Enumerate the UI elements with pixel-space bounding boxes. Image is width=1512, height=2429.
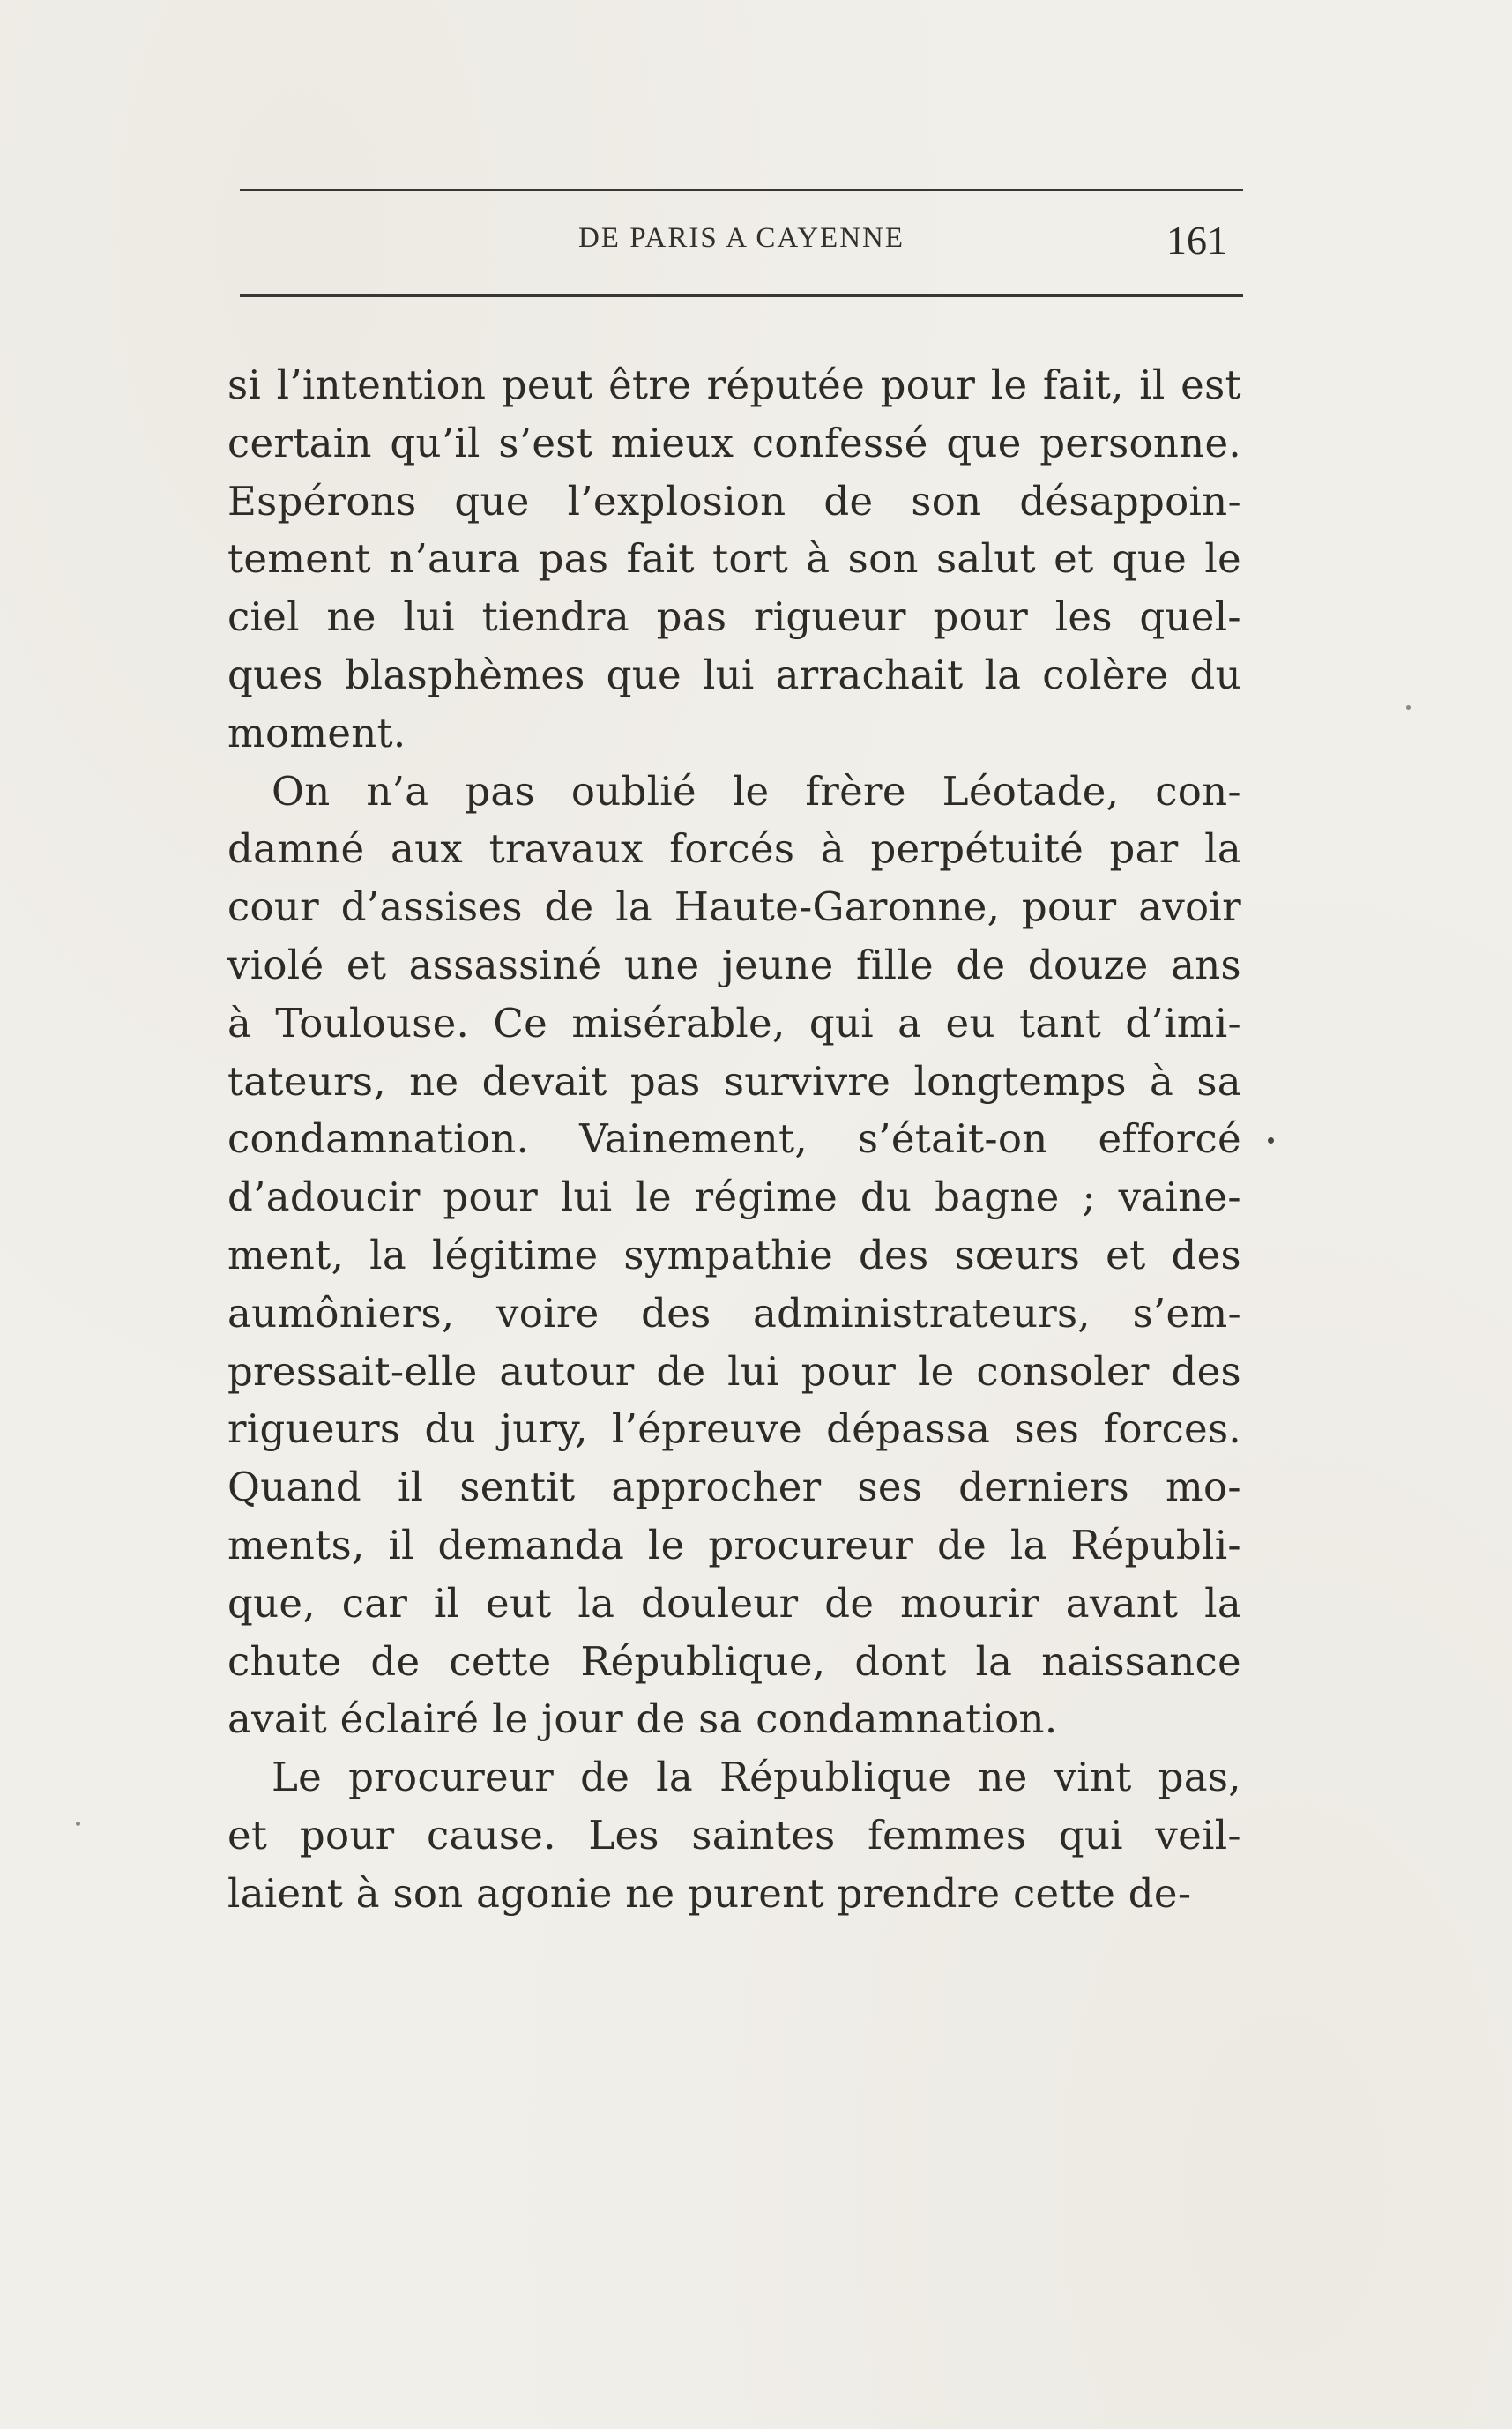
word: quel- — [1139, 593, 1241, 641]
word: des — [641, 1289, 711, 1337]
word: le — [1204, 535, 1241, 583]
word: à — [806, 535, 830, 583]
text-line — [227, 588, 1241, 646]
word: n’aura — [389, 535, 521, 583]
word: que — [454, 477, 530, 525]
word: personne. — [1039, 419, 1241, 466]
word: jury, — [500, 1405, 588, 1453]
running-title: DE PARIS A CAYENNE — [577, 222, 905, 254]
word: légitime — [432, 1231, 599, 1278]
word: saintes — [691, 1811, 836, 1859]
paragraph — [227, 356, 1241, 763]
text-line — [227, 820, 1241, 878]
word: que, — [227, 1579, 316, 1627]
word: et — [227, 1811, 268, 1859]
word: ment, — [227, 1231, 345, 1278]
word: qui — [1058, 1811, 1123, 1859]
text-line — [227, 1053, 1241, 1111]
word: lui — [702, 651, 755, 698]
text-line — [227, 1343, 1241, 1401]
word: Espérons — [227, 477, 417, 525]
word: derniers — [958, 1464, 1130, 1511]
word: l’explosion — [567, 477, 786, 525]
word: pas, — [1158, 1754, 1241, 1801]
word: perpétuité — [870, 825, 1084, 873]
word: consoler — [976, 1347, 1150, 1395]
word: sentit — [459, 1464, 576, 1511]
word: la — [656, 1754, 693, 1801]
word: demanda — [437, 1521, 625, 1568]
word: s’était-on — [857, 1115, 1048, 1163]
word: blasphèmes — [344, 651, 585, 698]
word: de — [824, 1579, 875, 1627]
word: dont — [854, 1637, 947, 1685]
word: d’assises — [340, 883, 523, 931]
word: pressait-elle — [227, 1347, 478, 1395]
word: dépassa — [826, 1405, 991, 1453]
word: autour — [499, 1347, 635, 1395]
word: à — [227, 999, 252, 1047]
word: chute — [227, 1637, 342, 1685]
word: son — [847, 535, 919, 583]
word: longtemps — [913, 1057, 1127, 1105]
word: ques — [227, 651, 324, 698]
word: mourir — [900, 1579, 1039, 1627]
word: la — [984, 651, 1022, 698]
word: réputée — [706, 361, 866, 408]
word: cause. — [426, 1811, 556, 1859]
paper-speck — [76, 1822, 80, 1826]
word: survivre — [723, 1057, 891, 1105]
word: aux — [390, 825, 464, 873]
word: a — [898, 999, 922, 1047]
word: mieux — [610, 419, 734, 466]
word: qui — [808, 999, 874, 1047]
text-line — [227, 1168, 1241, 1226]
word: ans — [1171, 941, 1241, 988]
word: Toulouse. — [275, 999, 470, 1047]
word: de — [544, 883, 594, 931]
text-line — [227, 878, 1241, 936]
word: des — [1171, 1231, 1241, 1278]
word: la — [975, 1637, 1013, 1685]
word: salut — [936, 535, 1036, 583]
word: Ce — [493, 999, 548, 1047]
word: si — [227, 361, 262, 408]
word: de — [937, 1521, 987, 1568]
word: lui — [560, 1174, 613, 1221]
word: pour — [299, 1811, 395, 1859]
word: à — [820, 825, 845, 873]
word: forcés — [669, 825, 795, 873]
word: cette — [449, 1637, 552, 1685]
text-line — [227, 763, 1241, 821]
word: du — [1189, 651, 1241, 698]
word: approcher — [611, 1464, 822, 1511]
text-line — [227, 1226, 1241, 1285]
word: ses — [1014, 1405, 1080, 1453]
text-line — [227, 1575, 1241, 1633]
word: procureur — [708, 1521, 914, 1568]
word: naissance — [1041, 1637, 1241, 1685]
word: d’adoucir — [227, 1174, 421, 1221]
word: ; — [1082, 1174, 1096, 1221]
word: et — [1106, 1231, 1146, 1278]
word: douleur — [640, 1579, 799, 1627]
word: tant — [1018, 999, 1102, 1047]
word: le — [647, 1521, 685, 1568]
word: voire — [496, 1289, 600, 1337]
word: régime — [694, 1174, 838, 1221]
word: pour — [801, 1347, 897, 1395]
word: République, — [580, 1637, 826, 1685]
word: la — [1009, 1521, 1047, 1568]
word: de — [370, 1637, 421, 1685]
word: sympathie — [623, 1231, 834, 1278]
word: Républi- — [1070, 1521, 1241, 1568]
word: la — [1204, 825, 1241, 873]
text-line: laient à son agonie ne purent prendre cette de- — [227, 1869, 1192, 1917]
text-line — [227, 936, 1241, 995]
word: de — [580, 1754, 630, 1801]
word: forces. — [1103, 1405, 1241, 1453]
word: la — [369, 1231, 406, 1278]
word: ses — [857, 1464, 923, 1511]
word: rigueurs — [227, 1405, 401, 1453]
word: pour — [880, 361, 976, 408]
word: pour — [1021, 883, 1117, 931]
word: cour — [227, 883, 319, 931]
word: par — [1109, 825, 1179, 873]
word: frère — [805, 767, 906, 815]
word: rigueur — [753, 593, 906, 641]
word: ciel — [227, 593, 300, 641]
word: s’est — [498, 419, 593, 466]
word: qu’il — [390, 419, 480, 466]
word: travaux — [488, 825, 644, 873]
word: le — [917, 1347, 955, 1395]
text-line — [227, 1807, 1241, 1865]
word: pas — [465, 767, 535, 815]
word: ne — [409, 1057, 459, 1105]
word: oublié — [570, 767, 696, 815]
text-line — [227, 530, 1241, 588]
text-line — [227, 646, 1241, 704]
text-line — [227, 1516, 1241, 1575]
word: la — [577, 1579, 615, 1627]
word: le — [732, 767, 770, 815]
word: jeune — [721, 941, 834, 988]
word: de — [656, 1347, 706, 1395]
word: pas — [656, 593, 727, 641]
word: damné — [227, 825, 365, 873]
word: car — [341, 1579, 408, 1627]
word: il — [388, 1521, 414, 1568]
word: fille — [855, 941, 934, 988]
word: de — [823, 477, 874, 525]
word: tateurs, — [227, 1057, 386, 1105]
word: l’intention — [276, 361, 487, 408]
word: devait — [481, 1057, 607, 1105]
word: assassiné — [408, 941, 602, 988]
word: de — [956, 941, 1006, 988]
running-head — [240, 218, 1243, 275]
paper-speck — [1406, 705, 1411, 710]
paragraph — [227, 1748, 1241, 1922]
page-number: 161 — [1166, 218, 1227, 263]
word: est — [1181, 361, 1241, 408]
word: Les — [588, 1811, 659, 1859]
word: administrateurs, — [753, 1289, 1091, 1337]
word: et — [346, 941, 387, 988]
word: pour — [443, 1174, 539, 1221]
word: le — [635, 1174, 672, 1221]
word: être — [608, 361, 692, 408]
word: efforcé — [1098, 1115, 1241, 1163]
text-line — [227, 1110, 1241, 1168]
word: ne — [978, 1754, 1028, 1801]
word: la — [615, 883, 653, 931]
word: l’épreuve — [611, 1405, 802, 1453]
body-text — [227, 356, 1241, 1923]
word: mo- — [1166, 1464, 1241, 1511]
word: des — [859, 1231, 929, 1278]
paper-speck — [1268, 1137, 1274, 1144]
text-line: moment. — [227, 709, 406, 756]
word: sœurs — [954, 1231, 1081, 1278]
word: On — [272, 767, 331, 815]
word: le — [990, 361, 1028, 408]
word: ne — [326, 593, 376, 641]
word: tiendra — [481, 593, 629, 641]
word: violé — [227, 941, 324, 988]
text-line — [227, 1633, 1241, 1691]
word: d’imi- — [1125, 999, 1241, 1047]
word: douze — [1027, 941, 1149, 988]
text-line — [227, 1748, 1241, 1807]
word: eu — [945, 999, 995, 1047]
word: confessé — [751, 419, 928, 466]
word: tement — [227, 535, 371, 583]
text-line — [227, 995, 1241, 1053]
word: femmes — [868, 1811, 1027, 1859]
text-line — [227, 473, 1241, 531]
word: avant — [1065, 1579, 1179, 1627]
word: République — [719, 1754, 952, 1801]
word: désappoin- — [1019, 477, 1241, 525]
word: colère — [1042, 651, 1169, 698]
word: ments, — [227, 1521, 365, 1568]
text-line — [227, 356, 1241, 414]
word: n’a — [366, 767, 429, 815]
word: bagne — [935, 1174, 1060, 1221]
word: les — [1054, 593, 1113, 641]
word: eut — [486, 1579, 552, 1627]
word: aumôniers, — [227, 1289, 455, 1337]
word: s’em- — [1132, 1289, 1241, 1337]
word: veil- — [1155, 1811, 1241, 1859]
word: que — [606, 651, 682, 698]
word: Haute-Garonne, — [674, 883, 1001, 931]
word: misérable, — [571, 999, 786, 1047]
word: lui — [403, 593, 455, 641]
text-line — [227, 1400, 1241, 1458]
word: Le — [272, 1754, 323, 1801]
header-rule-bottom — [240, 294, 1243, 297]
text-line — [227, 414, 1241, 473]
word: condamnation. — [227, 1115, 530, 1163]
paragraph — [227, 763, 1241, 1749]
text-line — [227, 1285, 1241, 1343]
word: son — [911, 477, 982, 525]
word: certain — [227, 419, 372, 466]
word: la — [1204, 1579, 1241, 1627]
word: procureur — [348, 1754, 555, 1801]
word: Léotade, — [942, 767, 1120, 815]
word: que — [1111, 535, 1188, 583]
text-line — [227, 1458, 1241, 1516]
header-rule-top — [240, 189, 1243, 191]
word: lui — [727, 1347, 779, 1395]
word: des — [1171, 1347, 1241, 1395]
word: et — [1054, 535, 1094, 583]
word: pour — [933, 593, 1029, 641]
word: une — [623, 941, 700, 988]
word: arrachait — [775, 651, 964, 698]
word: vaine- — [1118, 1174, 1241, 1221]
word: avoir — [1138, 883, 1241, 931]
word: Quand — [227, 1464, 361, 1511]
word: con- — [1155, 767, 1241, 815]
word: fait, — [1042, 361, 1124, 408]
word: pas — [629, 1057, 701, 1105]
word: fait — [626, 535, 695, 583]
word: du — [424, 1405, 476, 1453]
word: il — [1139, 361, 1166, 408]
word: il — [397, 1464, 424, 1511]
word: tort — [712, 535, 788, 583]
word: du — [860, 1174, 912, 1221]
text-line: avait éclairé le jour de sa condamnation. — [227, 1695, 1058, 1743]
word: il — [433, 1579, 460, 1627]
word: peut — [501, 361, 593, 408]
word: Vainement, — [579, 1115, 808, 1163]
word: que — [946, 419, 1022, 466]
word: pas — [538, 535, 609, 583]
word: vint — [1054, 1754, 1132, 1801]
word: à — [1149, 1057, 1174, 1105]
word: sa — [1196, 1057, 1241, 1105]
